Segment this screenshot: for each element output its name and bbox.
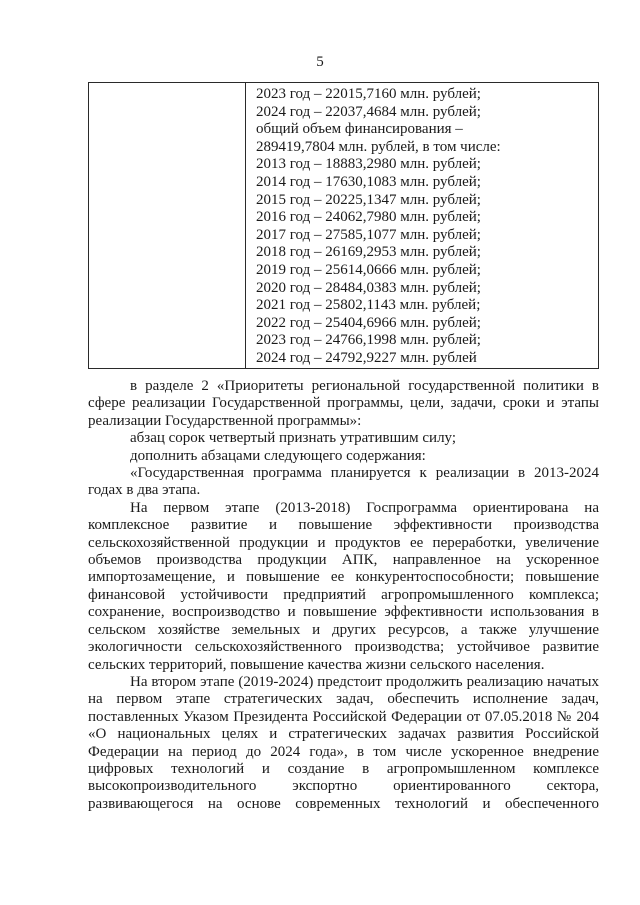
financing-line: 2015 год – 20225,1347 млн. рублей; bbox=[256, 191, 481, 208]
financing-line: 2020 год – 28484,0383 млн. рублей; bbox=[256, 279, 481, 296]
stages-intro-paragraph: «Государственная программа планируется к реализации в 2013-2024 годах в два этапа. bbox=[88, 465, 599, 499]
financing-line: общий объем финансирования – bbox=[256, 121, 463, 138]
financing-line: 2019 год – 25614,0666 млн. рублей; bbox=[256, 261, 481, 278]
stage-two-paragraph: На втором этапе (2019-2024) предстоит продолжить реализацию начатых на первом этапе стратегических задач, обеспечить исполнение задач, поставленных Указом Президента Российской Федерации от 07.05.2018 № 204 «О национальных целях и стратегических задачах развития Российской Федерации на период до 2024 года», в том числе ускоренное внедрение цифровых технологий и создание в агропромышленном комплексе высокопроизводительного экспортно ориентированного сектора, развивающегося на основе современных технологий и обеспеченного bbox=[88, 673, 599, 812]
section-intro-paragraph: в разделе 2 «Приоритеты региональной государственной политики в сфере реализации Государственной программы, цели, задачи, сроки и этапы реализации Государственной программы»: bbox=[88, 378, 599, 429]
financing-line: 289419,7804 млн. рублей, в том числе: bbox=[256, 138, 501, 155]
financing-line: 2024 год – 22037,4684 млн. рублей; bbox=[256, 103, 481, 120]
financing-line: 2013 год – 18883,2980 млн. рублей; bbox=[256, 156, 481, 173]
financing-line: 2021 год – 25802,1143 млн. рублей; bbox=[256, 297, 481, 314]
stage-one-paragraph: На первом этапе (2013-2018) Госпрограмма ориентирована на комплексное развитие и повышение эффективности производства сельскохозяйственной продукции и продуктов ее переработки, увеличение объемов производства продукции АПК, направленное на ускоренное импортозамещение, и повышение ее конкурентоспособности; повышение финансовой устойчивости предприятий агропромышленного комплекса; сохранение, воспроизводство и повышение эффективности использования в сельском хозяйстве земельных и других ресурсов, а также улучшение экологичности сельскохозяйственного производства; устойчивое развитие сельских территорий, повышение качества жизни сельского населения. bbox=[88, 499, 599, 673]
financing-line: 2018 год – 26169,2953 млн. рублей; bbox=[256, 244, 481, 261]
financing-line: 2016 год – 24062,7980 млн. рублей; bbox=[256, 209, 481, 226]
financing-table bbox=[88, 82, 599, 369]
financing-line: 2023 год – 24766,1998 млн. рублей; bbox=[256, 332, 481, 349]
financing-table-value-cell bbox=[246, 83, 599, 369]
financing-line: 2024 год – 24792,9227 млн. рублей bbox=[256, 349, 477, 366]
document-body bbox=[88, 378, 599, 813]
financing-line: 2014 год – 17630,1083 млн. рублей; bbox=[256, 173, 481, 190]
financing-line: 2023 год – 22015,7160 млн. рублей; bbox=[256, 86, 481, 102]
financing-table-label-cell bbox=[89, 83, 246, 369]
page-number: 5 bbox=[316, 54, 324, 70]
abzac-removal-paragraph: абзац сорок четвертый признать утратившим силу; bbox=[130, 430, 457, 447]
financing-line: 2017 год – 27585,1077 млн. рублей; bbox=[256, 226, 481, 243]
financing-line: 2022 год – 25404,6966 млн. рублей; bbox=[256, 314, 481, 331]
supplement-paragraph: дополнить абзацами следующего содержания: bbox=[130, 447, 426, 464]
financing-lines bbox=[246, 83, 598, 368]
